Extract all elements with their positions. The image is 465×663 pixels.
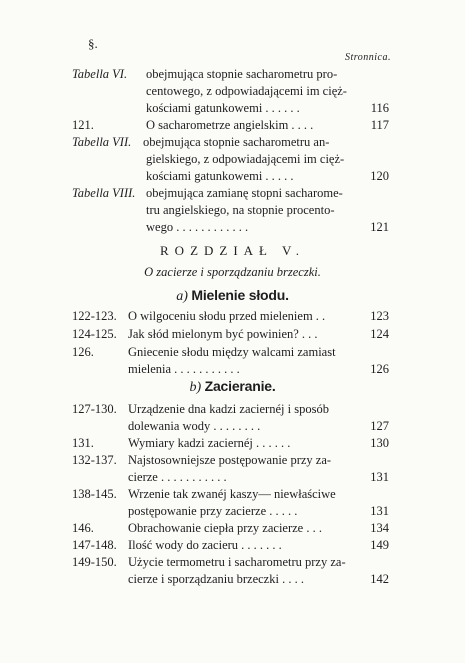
section-a-heading [0,287,465,305]
entry-number: 124-125. [72,327,117,341]
entry-number: 127-130. [72,402,117,416]
entry-page-number: 131 [370,470,389,484]
page-column-label: Stronnica. [344,52,391,63]
section-letter: b) [189,380,202,395]
entry-number: 132-137. [72,453,117,467]
entry-page-number: 142 [370,572,389,586]
entry-line: Najstosowniejsze postępowanie przy za- [128,453,332,467]
section-title: Zacieranie. [204,378,276,394]
entry-number: 122-123. [72,309,117,323]
entry-page-number: 117 [370,118,389,132]
entry-page-number: 134 [370,521,389,535]
entry-number: 126. [72,345,94,359]
entry-label: Tabella VII. [72,135,132,149]
entry-line: dolewania wody . . . . . . . . [128,419,261,433]
entry-line: Ilość wody do zacieru . . . . . . . [128,538,282,552]
entry-page-number: 116 [370,101,389,115]
entry-line: centowego, z odpowiadającemi im cięż- [146,84,347,98]
entry-line: gielskiego, z odpowiadającemi im cięż- [146,152,345,166]
entry-line: cierze i sporządzaniu brzeczki . . . . [128,572,304,586]
entry-line: cierze . . . . . . . . . . . [128,470,227,484]
entry-line: Obrachowanie ciepła przy zacierze . . . [128,521,322,535]
section-title: Mielenie słodu. [191,287,289,303]
entry-line: obejmująca stopnie sacharometru pro- [146,67,338,81]
entry-page-number: 120 [370,169,389,183]
entry-line: Jak słód mielonym być powinien? . . . [128,327,318,341]
entry-label: Tabella VIII. [72,186,136,200]
entry-number: 146. [72,521,94,535]
entry-line: Gniecenie słodu między walcami zamiast [128,345,336,359]
entry-line: Urządzenie dna kadzi zaciernéj i sposób [128,402,329,416]
entry-line: wego . . . . . . . . . . . . [146,220,249,234]
section-sign: §. [88,36,98,51]
entry-line: O wilgoceniu słodu przed mieleniem . . [128,309,326,323]
entry-page-number: 127 [370,419,389,433]
chapter-heading: ROZDZIAŁ V. [160,243,305,258]
entry-page-number: 123 [370,309,389,323]
entry-line: Użycie termometru i sacharometru przy za- [128,555,346,569]
section-letter: a) [176,289,188,304]
entry-line: kościami gatunkowemi . . . . . . [146,101,300,115]
entry-page-number: 149 [370,538,389,552]
entry-page-number: 126 [370,362,389,376]
entry-page-number: 124 [370,327,389,341]
entry-number: 149-150. [72,555,117,569]
entry-line: O sacharometrze angielskim . . . . [146,118,314,132]
entry-line: obejmująca zamianę stopni sacharome- [146,186,343,200]
entry-line: tru angielskiego, na stopnie procento- [146,203,335,217]
entry-line: kościami gatunkowemi . . . . . [146,169,294,183]
entry-line: Wymiary kadzi zaciernéj . . . . . . [128,436,291,450]
entry-page-number: 121 [370,220,389,234]
entry-number: 147-148. [72,538,117,552]
entry-number: 138-145. [72,487,117,501]
entry-label: Tabella VI. [72,67,128,81]
entry-number: 131. [72,436,94,450]
entry-page-number: 130 [370,436,389,450]
section-b-heading [0,378,465,396]
entry-line: postępowanie przy zacierze . . . . . [128,504,298,518]
entry-line: obejmująca stopnie sacharometru an- [143,135,330,149]
entry-line: Wrzenie tak zwanéj kaszy— niewłaściwe [128,487,336,501]
entry-line: mielenia . . . . . . . . . . . [128,362,240,376]
entry-page-number: 131 [370,504,389,518]
chapter-title: O zacierze i sporządzaniu brzeczki. [144,265,321,279]
entry-label: 121. [72,118,94,132]
